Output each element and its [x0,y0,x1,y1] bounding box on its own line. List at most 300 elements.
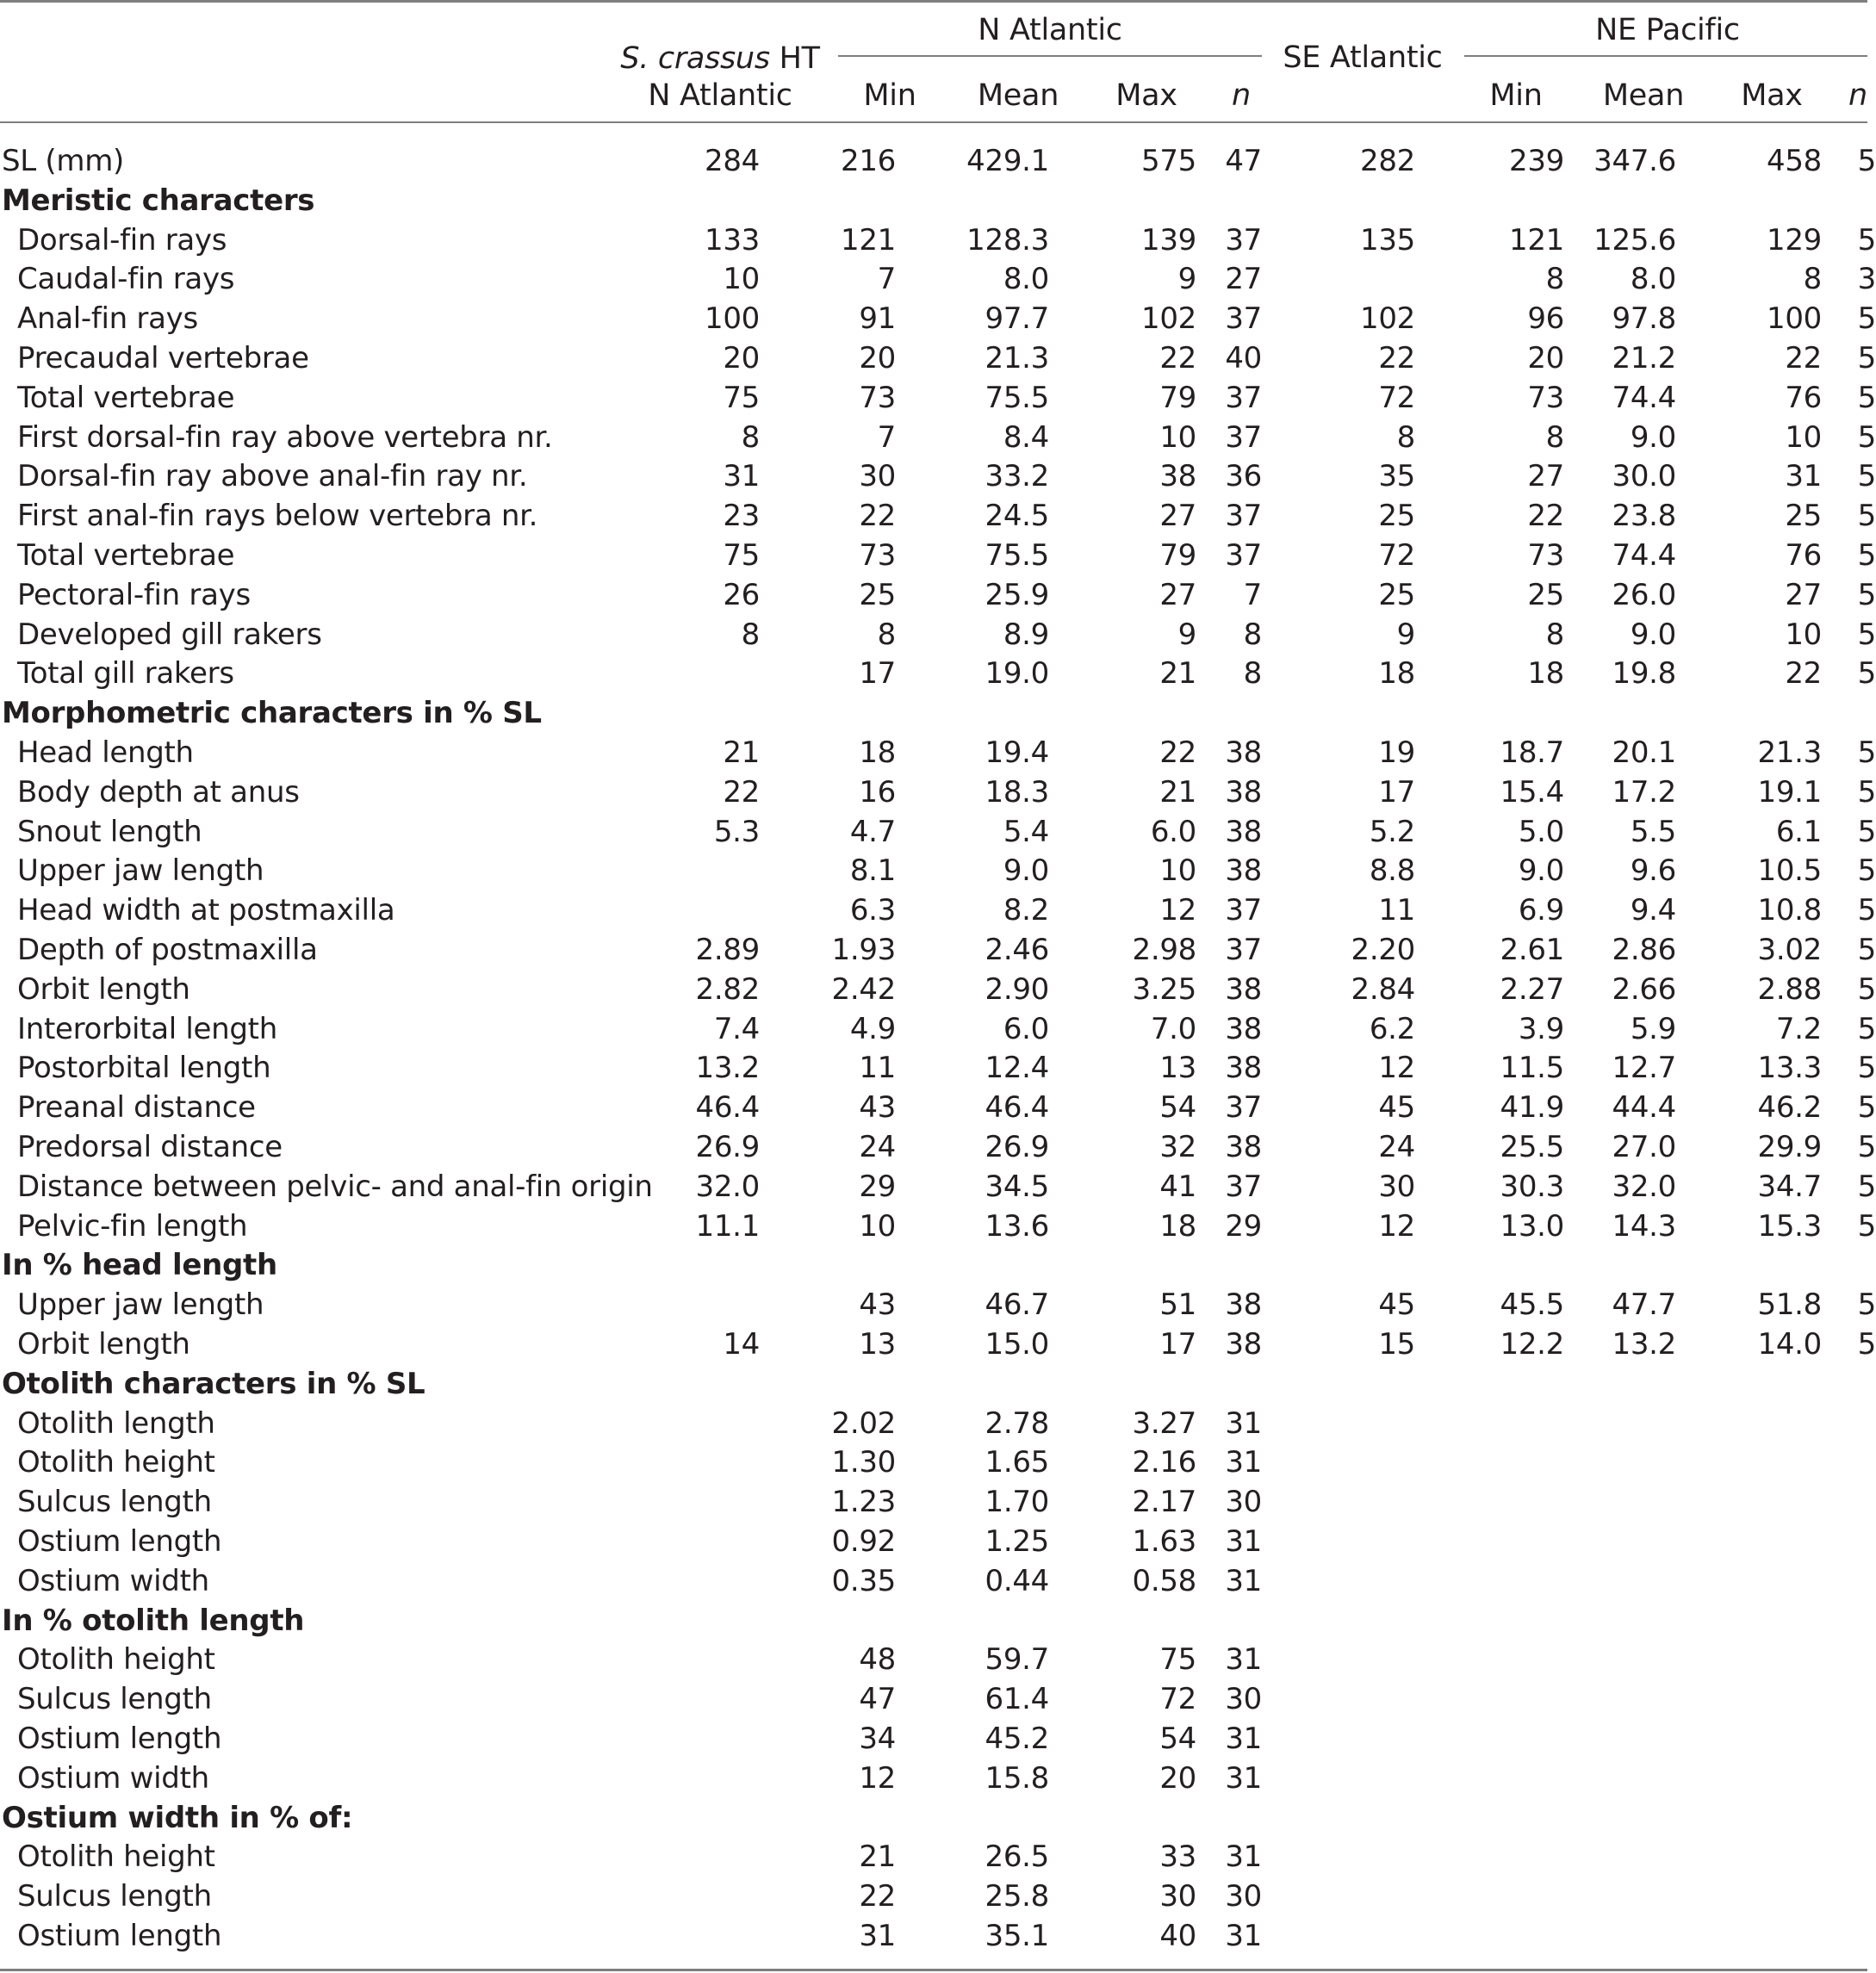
cell-ht-value: 22 [723,774,760,810]
cell-np-min: 8 [1545,617,1564,652]
section-heading: In % head length [2,1248,277,1283]
cell-ht-value: 75 [723,538,760,573]
cell-np-n: 5 [1857,419,1876,455]
cell-se-value: 12 [1378,1051,1415,1086]
row-label: Otolith height [17,1840,215,1875]
cell-na-n: 31 [1225,1445,1262,1480]
row-label: Caudal-fin rays [17,262,235,297]
cell-na-min: 48 [859,1642,896,1678]
cell-se-value: 2.20 [1351,933,1415,967]
cell-ht-value: 284 [705,144,760,178]
cell-ht-value: 20 [723,341,760,375]
cell-np-n: 5 [1857,144,1876,178]
cell-np-mean: 74.4 [1612,538,1676,573]
cell-na-n: 40 [1225,341,1262,375]
cell-na-n: 37 [1225,933,1262,967]
header-na-n: n [1232,78,1251,113]
cell-na-n: 37 [1225,893,1262,928]
cell-na-max: 2.98 [1132,933,1196,967]
cell-ht-value: 8 [741,617,760,652]
cell-na-min: 24 [859,1130,896,1164]
cell-na-min: 16 [859,774,896,810]
cell-np-n: 5 [1857,971,1876,1007]
cell-se-value: 8.8 [1369,853,1415,889]
header-np-n: n [1848,78,1867,113]
cell-na-n: 31 [1225,1760,1262,1796]
cell-np-max: 46.2 [1757,1090,1822,1126]
cell-na-n: 37 [1225,380,1262,415]
cell-na-n: 37 [1225,301,1262,337]
cell-na-min: 6.3 [849,893,896,928]
cell-na-max: 0.58 [1132,1563,1196,1598]
cell-na-max: 575 [1141,144,1196,178]
cell-np-n: 5 [1857,538,1876,573]
cell-na-n: 8 [1243,617,1262,652]
cell-np-max: 2.88 [1757,971,1822,1007]
cell-np-min: 8 [1545,262,1564,297]
cell-na-mean: 6.0 [1003,1011,1049,1046]
cell-np-max: 25 [1785,499,1822,534]
cell-ht-value: 32.0 [695,1169,760,1204]
cell-np-max: 13.3 [1757,1051,1822,1086]
cell-na-n: 29 [1225,1208,1262,1244]
row-label: SL (mm) [2,144,125,178]
row-label: Ostium width [17,1563,209,1598]
cell-na-min: 1.30 [831,1445,896,1480]
cell-na-min: 2.42 [831,971,896,1007]
cell-na-n: 37 [1225,1169,1262,1204]
cell-np-min: 8 [1545,419,1564,455]
row-label: Upper jaw length [17,1287,264,1323]
cell-np-n: 5 [1857,380,1876,415]
header-na-max: Max [1115,78,1177,113]
cell-np-mean: 32.0 [1612,1169,1676,1204]
cell-np-mean: 97.8 [1612,301,1676,337]
cell-na-max: 21 [1159,774,1196,810]
cell-na-n: 47 [1225,144,1262,178]
cell-np-max: 8 [1803,262,1822,297]
cell-np-min: 73 [1527,380,1564,415]
cell-na-min: 30 [859,459,896,494]
row-label: Head length [17,735,194,770]
cell-na-max: 21 [1159,656,1196,692]
cell-np-mean: 125.6 [1593,222,1676,257]
cell-np-mean: 2.66 [1612,971,1676,1007]
cell-na-max: 7.0 [1150,1011,1196,1046]
cell-na-max: 10 [1159,853,1196,889]
cell-na-min: 73 [859,538,896,573]
cell-np-max: 3.02 [1757,933,1822,967]
row-label: Sulcus length [17,1485,212,1520]
cell-na-mean: 59.7 [985,1642,1049,1678]
cell-na-max: 6.0 [1150,814,1196,849]
cell-np-min: 6.9 [1518,893,1564,928]
cell-se-value: 45 [1378,1287,1415,1323]
cell-na-mean: 15.0 [985,1327,1049,1362]
cell-np-max: 22 [1785,656,1822,692]
header-ht-species-name: S. crassus [620,41,770,76]
cell-np-n: 5 [1857,617,1876,652]
cell-na-n: 38 [1225,1011,1262,1046]
header-se-atlantic: SE Atlantic [1283,40,1443,75]
cell-na-mean: 13.6 [985,1208,1049,1244]
cell-na-n: 38 [1225,735,1262,770]
cell-np-min: 3.9 [1518,1011,1564,1046]
row-label: Total vertebrae [17,380,235,415]
cell-na-min: 121 [841,222,896,257]
row-label: Postorbital length [17,1051,271,1086]
cell-na-mean: 2.78 [985,1405,1049,1441]
row-label: Otolith length [17,1405,215,1441]
cell-na-min: 4.9 [849,1011,896,1046]
cell-np-mean: 9.6 [1630,853,1676,889]
cell-np-n: 5 [1857,1051,1876,1086]
cell-na-max: 1.63 [1132,1524,1196,1559]
cell-na-max: 27 [1159,577,1196,612]
cell-se-value: 9 [1396,617,1415,652]
cell-np-n: 5 [1857,1011,1876,1046]
cell-na-mean: 21.3 [985,341,1049,375]
cell-np-min: 121 [1509,222,1564,257]
cell-np-min: 45.5 [1500,1287,1564,1323]
header-group-ne-pacific: NE Pacific [1595,13,1740,47]
row-label: Total vertebrae [17,538,235,573]
row-label: Upper jaw length [17,853,264,889]
cell-na-mean: 1.65 [985,1445,1049,1480]
cell-np-mean: 21.2 [1612,341,1676,375]
cell-na-min: 8 [877,617,896,652]
header-ht-suffix: HT [769,41,820,76]
cell-se-value: 25 [1378,499,1415,534]
cell-np-max: 76 [1785,538,1822,573]
cell-na-n: 37 [1225,499,1262,534]
cell-na-min: 17 [859,656,896,692]
cell-ht-value: 26 [723,577,760,612]
n-atlantic-group-rule [838,55,1262,57]
table-top-rule [0,0,1867,3]
cell-ht-value: 31 [723,459,760,494]
cell-np-mean: 47.7 [1612,1287,1676,1323]
cell-na-mean: 8.9 [1003,617,1049,652]
cell-na-max: 79 [1159,538,1196,573]
row-label: Precaudal vertebrae [17,341,309,375]
cell-na-max: 54 [1159,1722,1196,1756]
row-label: Total gill rakers [17,656,234,692]
cell-np-min: 2.27 [1500,971,1564,1007]
cell-np-n: 5 [1857,893,1876,928]
cell-np-mean: 20.1 [1612,735,1676,770]
cell-na-max: 22 [1159,341,1196,375]
cell-ht-value: 23 [723,499,760,534]
cell-np-mean: 14.3 [1612,1208,1676,1244]
cell-na-mean: 15.8 [985,1760,1049,1796]
cell-np-mean: 9.4 [1630,893,1676,928]
cell-na-mean: 46.7 [985,1287,1049,1323]
cell-np-max: 15.3 [1757,1208,1822,1244]
cell-np-max: 76 [1785,380,1822,415]
cell-np-n: 5 [1857,577,1876,612]
cell-np-min: 30.3 [1500,1169,1564,1204]
cell-np-n: 5 [1857,774,1876,810]
row-label: Preanal distance [17,1090,256,1126]
cell-na-min: 91 [859,301,896,337]
cell-na-min: 13 [859,1327,896,1362]
cell-na-mean: 25.8 [985,1879,1049,1914]
row-label: Orbit length [17,1327,190,1362]
cell-na-n: 38 [1225,853,1262,889]
cell-na-mean: 75.5 [985,538,1049,573]
cell-na-max: 79 [1159,380,1196,415]
cell-na-mean: 2.46 [985,933,1049,967]
section-heading: Meristic characters [2,183,315,218]
row-label: Orbit length [17,971,190,1007]
cell-np-min: 11.5 [1500,1051,1564,1086]
row-label: Predorsal distance [17,1130,283,1164]
cell-na-max: 27 [1159,499,1196,534]
cell-np-mean: 9.0 [1630,419,1676,455]
cell-na-mean: 128.3 [966,222,1049,257]
cell-na-n: 30 [1225,1879,1262,1914]
cell-na-max: 22 [1159,735,1196,770]
cell-se-value: 22 [1378,341,1415,375]
cell-se-value: 72 [1378,538,1415,573]
cell-na-max: 13 [1159,1051,1196,1086]
cell-np-mean: 13.2 [1612,1327,1676,1362]
cell-ht-value: 2.89 [695,933,760,967]
cell-na-max: 32 [1159,1130,1196,1164]
cell-np-max: 51.8 [1757,1287,1822,1323]
cell-na-max: 139 [1141,222,1196,257]
cell-np-min: 12.2 [1500,1327,1564,1362]
cell-na-max: 2.17 [1132,1485,1196,1520]
cell-na-mean: 1.25 [985,1524,1049,1559]
cell-na-mean: 46.4 [985,1090,1049,1126]
cell-se-value: 35 [1378,459,1415,494]
cell-np-max: 100 [1767,301,1822,337]
cell-na-max: 102 [1141,301,1196,337]
cell-na-mean: 18.3 [985,774,1049,810]
cell-np-min: 41.9 [1500,1090,1564,1126]
cell-na-min: 0.92 [831,1524,896,1559]
cell-na-min: 216 [841,144,896,178]
row-label: Ostium length [17,1524,222,1559]
cell-na-min: 43 [859,1090,896,1126]
section-heading: In % otolith length [2,1603,305,1638]
row-label: Otolith height [17,1445,215,1480]
row-label: Interorbital length [17,1011,277,1046]
cell-se-value: 102 [1360,301,1415,337]
cell-np-mean: 27.0 [1612,1130,1676,1164]
cell-na-n: 38 [1225,1327,1262,1362]
cell-na-min: 47 [859,1682,896,1717]
cell-na-max: 33 [1159,1840,1196,1875]
ne-pacific-group-rule [1464,55,1867,57]
cell-se-value: 282 [1360,144,1415,178]
cell-na-n: 30 [1225,1682,1262,1717]
cell-np-min: 5.0 [1518,814,1564,849]
cell-na-max: 9 [1177,617,1196,652]
cell-np-max: 21.3 [1757,735,1822,770]
cell-na-n: 37 [1225,419,1262,455]
cell-se-value: 18 [1378,656,1415,692]
cell-np-min: 96 [1527,301,1564,337]
cell-np-max: 22 [1785,341,1822,375]
cell-na-n: 37 [1225,1090,1262,1126]
cell-na-min: 11 [859,1051,896,1086]
cell-ht-value: 100 [705,301,760,337]
row-label: Body depth at anus [17,774,300,810]
cell-np-mean: 5.9 [1630,1011,1676,1046]
cell-se-value: 135 [1360,222,1415,257]
cell-ht-value: 133 [705,222,760,257]
cell-np-max: 7.2 [1775,1011,1822,1046]
cell-na-mean: 75.5 [985,380,1049,415]
cell-na-min: 43 [859,1287,896,1323]
cell-np-min: 22 [1527,499,1564,534]
cell-np-mean: 23.8 [1612,499,1676,534]
cell-se-value: 5.2 [1369,814,1415,849]
cell-np-max: 31 [1785,459,1822,494]
cell-ht-value: 8 [741,419,760,455]
cell-na-min: 1.23 [831,1485,896,1520]
cell-ht-value: 75 [723,380,760,415]
cell-na-n: 8 [1243,656,1262,692]
cell-np-n: 5 [1857,1208,1876,1244]
header-group-n-atlantic: N Atlantic [978,13,1122,47]
row-label: Ostium length [17,1722,222,1756]
cell-np-max: 10 [1785,419,1822,455]
header-np-min: Min [1489,78,1543,113]
cell-ht-value: 5.3 [713,814,760,849]
cell-se-value: 24 [1378,1130,1415,1164]
cell-se-value: 8 [1396,419,1415,455]
cell-na-mean: 8.0 [1003,262,1049,297]
cell-na-n: 38 [1225,1287,1262,1323]
cell-na-min: 0.35 [831,1563,896,1598]
cell-np-max: 10.8 [1757,893,1822,928]
cell-np-mean: 19.8 [1612,656,1676,692]
cell-na-n: 31 [1225,1840,1262,1875]
cell-na-min: 7 [877,419,896,455]
cell-na-min: 22 [859,499,896,534]
cell-na-max: 10 [1159,419,1196,455]
cell-na-max: 9 [1177,262,1196,297]
cell-np-max: 29.9 [1757,1130,1822,1164]
cell-np-max: 129 [1767,222,1822,257]
cell-na-n: 36 [1225,459,1262,494]
cell-na-min: 18 [859,735,896,770]
cell-na-n: 38 [1225,1130,1262,1164]
cell-se-value: 12 [1378,1208,1415,1244]
cell-na-max: 18 [1159,1208,1196,1244]
cell-na-mean: 8.4 [1003,419,1049,455]
cell-na-min: 73 [859,380,896,415]
cell-np-min: 18.7 [1500,735,1564,770]
cell-na-mean: 35.1 [985,1919,1049,1953]
cell-ht-value: 10 [723,262,760,297]
cell-np-n: 5 [1857,735,1876,770]
cell-np-min: 25.5 [1500,1130,1564,1164]
cell-na-mean: 34.5 [985,1169,1049,1204]
cell-na-max: 54 [1159,1090,1196,1126]
row-label: Dorsal-fin ray above anal-fin ray nr. [17,459,528,494]
cell-np-mean: 8.0 [1630,262,1676,297]
cell-np-min: 18 [1527,656,1564,692]
cell-se-value: 25 [1378,577,1415,612]
cell-np-max: 19.1 [1757,774,1822,810]
cell-np-n: 5 [1857,459,1876,494]
cell-na-mean: 19.4 [985,735,1049,770]
cell-np-max: 27 [1785,577,1822,612]
cell-se-value: 45 [1378,1090,1415,1126]
cell-np-min: 73 [1527,538,1564,573]
cell-ht-value: 14 [723,1327,760,1362]
cell-np-min: 15.4 [1500,774,1564,810]
cell-np-mean: 347.6 [1593,144,1676,178]
header-na-min: Min [863,78,916,113]
cell-np-mean: 26.0 [1612,577,1676,612]
cell-na-max: 41 [1159,1169,1196,1204]
section-heading: Otolith characters in % SL [2,1366,426,1401]
cell-na-mean: 26.9 [985,1130,1049,1164]
cell-np-n: 5 [1857,1327,1876,1362]
header-bottom-rule [0,121,1867,123]
cell-na-n: 31 [1225,1722,1262,1756]
cell-se-value: 30 [1378,1169,1415,1204]
cell-np-n: 5 [1857,301,1876,337]
cell-na-n: 27 [1225,262,1262,297]
cell-np-n: 5 [1857,1287,1876,1323]
cell-na-mean: 19.0 [985,656,1049,692]
cell-na-mean: 2.90 [985,971,1049,1007]
header-ht-region: N Atlantic [648,78,792,113]
cell-na-min: 29 [859,1169,896,1204]
cell-na-min: 1.93 [831,933,896,967]
cell-se-value: 15 [1378,1327,1415,1362]
cell-np-max: 10 [1785,617,1822,652]
row-label: Sulcus length [17,1682,212,1717]
row-label: Sulcus length [17,1879,212,1914]
section-heading: Morphometric characters in % SL [2,696,542,731]
section-heading: Ostium width in % of: [2,1800,353,1835]
cell-ht-value: 13.2 [695,1051,760,1086]
cell-np-min: 25 [1527,577,1564,612]
cell-np-min: 2.61 [1500,933,1564,967]
cell-na-max: 17 [1159,1327,1196,1362]
cell-na-mean: 9.0 [1003,853,1049,889]
header-ht-species [620,39,819,78]
cell-np-mean: 9.0 [1630,617,1676,652]
cell-np-mean: 17.2 [1612,774,1676,810]
cell-np-n: 5 [1857,656,1876,692]
cell-na-max: 72 [1159,1682,1196,1717]
row-label: Anal-fin rays [17,301,198,337]
cell-na-mean: 25.9 [985,577,1049,612]
cell-na-n: 38 [1225,1051,1262,1086]
cell-na-min: 10 [859,1208,896,1244]
cell-np-n: 5 [1857,1169,1876,1204]
row-label: First anal-fin rays below vertebra nr. [17,499,538,534]
cell-na-mean: 12.4 [985,1051,1049,1086]
cell-na-mean: 24.5 [985,499,1049,534]
cell-se-value: 6.2 [1369,1011,1415,1046]
row-label: Distance between pelvic- and anal-fin origin [17,1169,653,1204]
cell-ht-value: 46.4 [695,1090,760,1126]
row-label: Pectoral-fin rays [17,577,251,612]
cell-ht-value: 2.82 [695,971,760,1007]
cell-se-value: 19 [1378,735,1415,770]
row-label: Pelvic-fin length [17,1208,248,1244]
